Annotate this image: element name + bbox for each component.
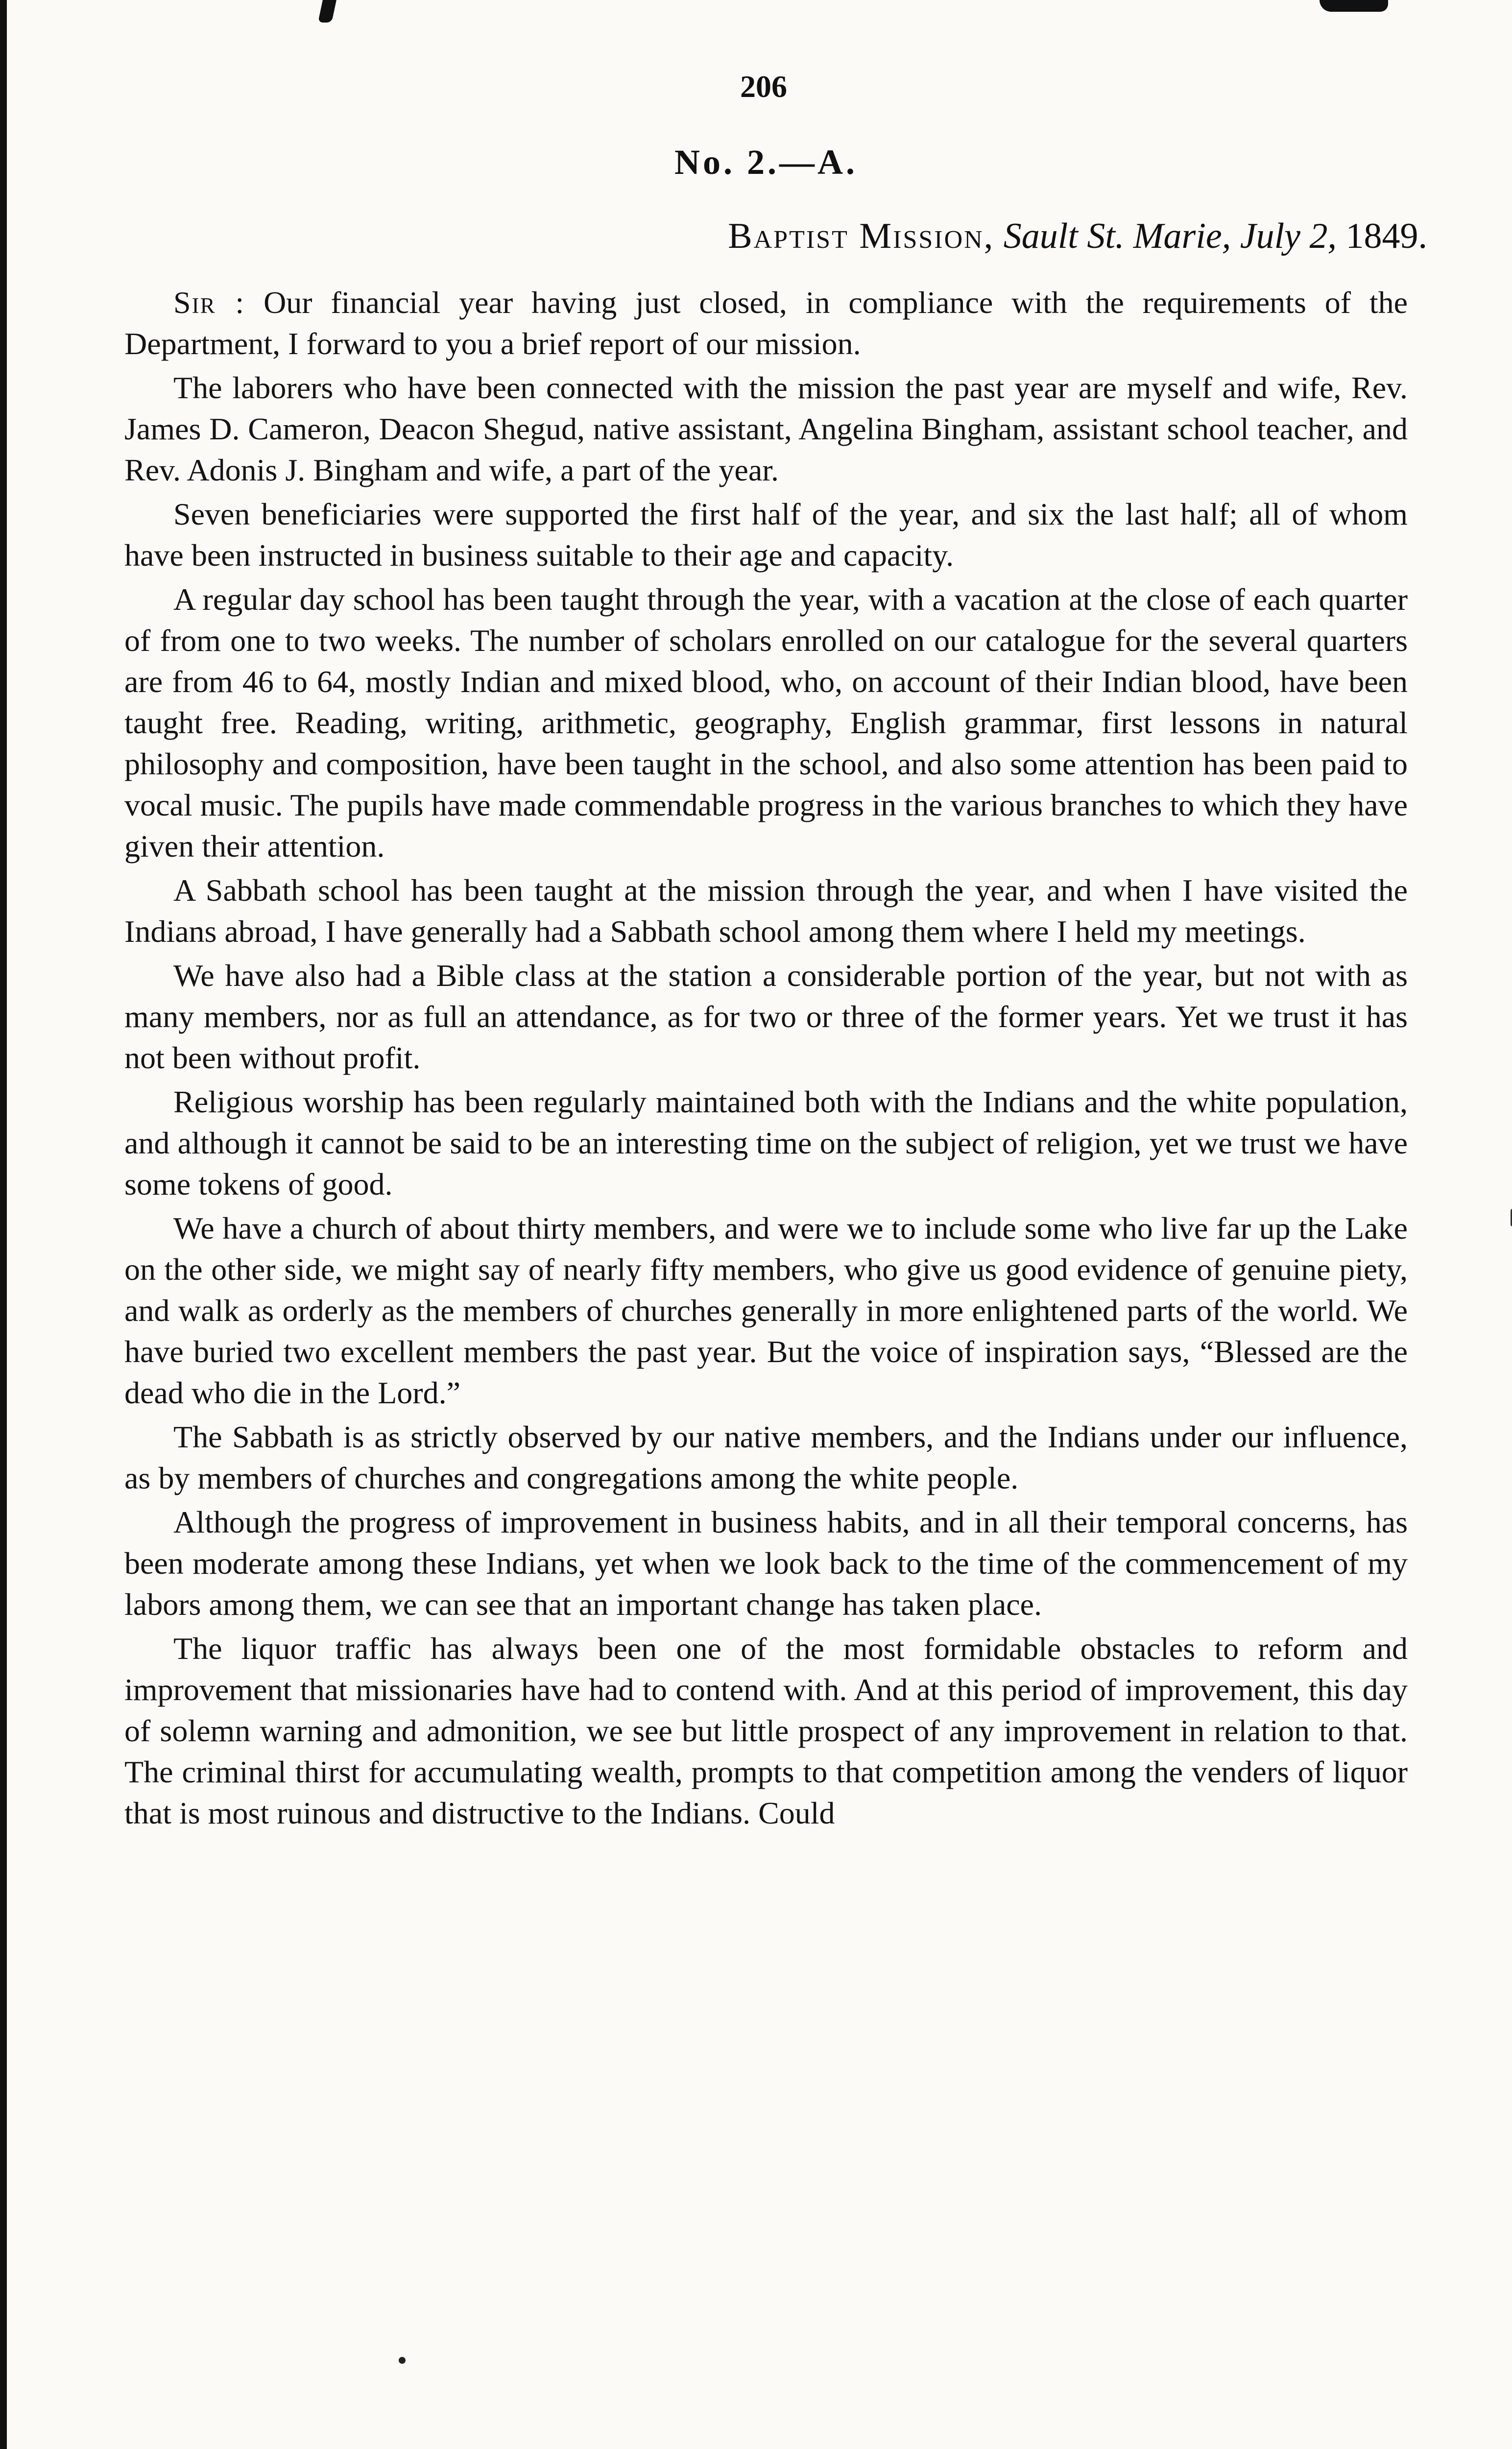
paragraph-5: A Sabbath school has been taught at the mission through the year, and when I have visited the Indians abroad, I have generally had a Sabbath school among them where I held my meetings.	[124, 873, 1408, 949]
paragraph-1	[124, 282, 1408, 364]
ink-mark-top-left	[318, 0, 336, 23]
ink-mark-top-right	[1320, 0, 1388, 12]
page-number: 206	[740, 69, 787, 104]
dateline	[408, 216, 1427, 257]
report-body	[124, 279, 1408, 1837]
paragraph-2: The laborers who have been connected with the mission the past year are myself and wife, Rev. James D. Cameron, Deacon Shegud, native assistant, Angelina Bingham, assistant school teacher, and Rev. Adonis J. Bingham and wife, a part of the year.	[124, 370, 1408, 487]
paragraph-9: The Sabbath is as strictly observed by our native members, and the Indians under our influence, as by members of churches and congregations among the white people.	[124, 1419, 1408, 1495]
dateline-date: July 2,	[1240, 216, 1337, 256]
paragraph-7: Religious worship has been regularly maintained both with the Indians and the white population, and although it cannot be said to be an interesting time on the subject of religion, yet we trust we have some tokens of good.	[124, 1084, 1408, 1201]
dateline-year: 1849.	[1345, 216, 1427, 256]
paragraph-8: We have a church of about thirty members, and were we to include some who live far up the Lake on the other side, we might say of nearly fifty members, who give us good evidence of genuine piety, and walk as orderly as the members of churches generally in more enlightened parts of the world. We have buried two excellent members the past year. But the voice of inspiration says, “Blessed are the dead who die in the Lord.”	[124, 1211, 1408, 1410]
paragraph-1-text: Our financial year having just closed, in compliance with the requirements of the Department, I forward to you a brief report of our mission.	[124, 285, 1408, 361]
salutation: Sir :	[173, 285, 245, 320]
paragraph-10: Although the progress of improvement in business habits, and in all their temporal concerns, has been moderate among these Indians, yet when we look back to the time of the commencement of my labors among them, we can see that an important change has taken place.	[124, 1505, 1408, 1622]
paragraph-4: A regular day school has been taught through the year, with a vacation at the close of each quarter of from one to two weeks. The number of scholars enrolled on our catalogue for the several quarters are from 46 to 64, mostly Indian and mixed blood, who, on account of their Indian blood, have been taught free. Reading, writing, arithmetic, geography, English grammar, first lessons in natural philosophy and composition, have been taught in the school, and also some attention has been paid to vocal music. The pupils have made commendable progress in the various branches to which they have given their attention.	[124, 582, 1408, 864]
paragraph-11: The liquor traffic has always been one of the most formidable obstacles to reform and improvement that missionaries have had to contend with. And at this period of improvement, this day of solemn warning and admonition, we see but little prospect of any improvement in relation to that. The criminal thirst for accumulating wealth, prompts to that competition among the venders of liquor that is most ruinous and distructive to the Indians. Could	[124, 1631, 1408, 1830]
paragraph-6: We have also had a Bible class at the station a considerable portion of the year, but not with as many members, nor as full an attendance, as for two or three of the former years. Yet we trust it has not been without profit.	[124, 958, 1408, 1075]
dateline-place: Sault St. Marie,	[1003, 216, 1231, 256]
document-number: No. 2.—A.	[674, 143, 858, 182]
ink-speck	[399, 2357, 406, 2364]
dateline-mission: Baptist Mission,	[728, 216, 995, 256]
paragraph-3: Seven beneficiaries were supported the first half of the year, and six the last half; all of whom have been instructed in business suitable to their age and capacity.	[124, 497, 1408, 573]
